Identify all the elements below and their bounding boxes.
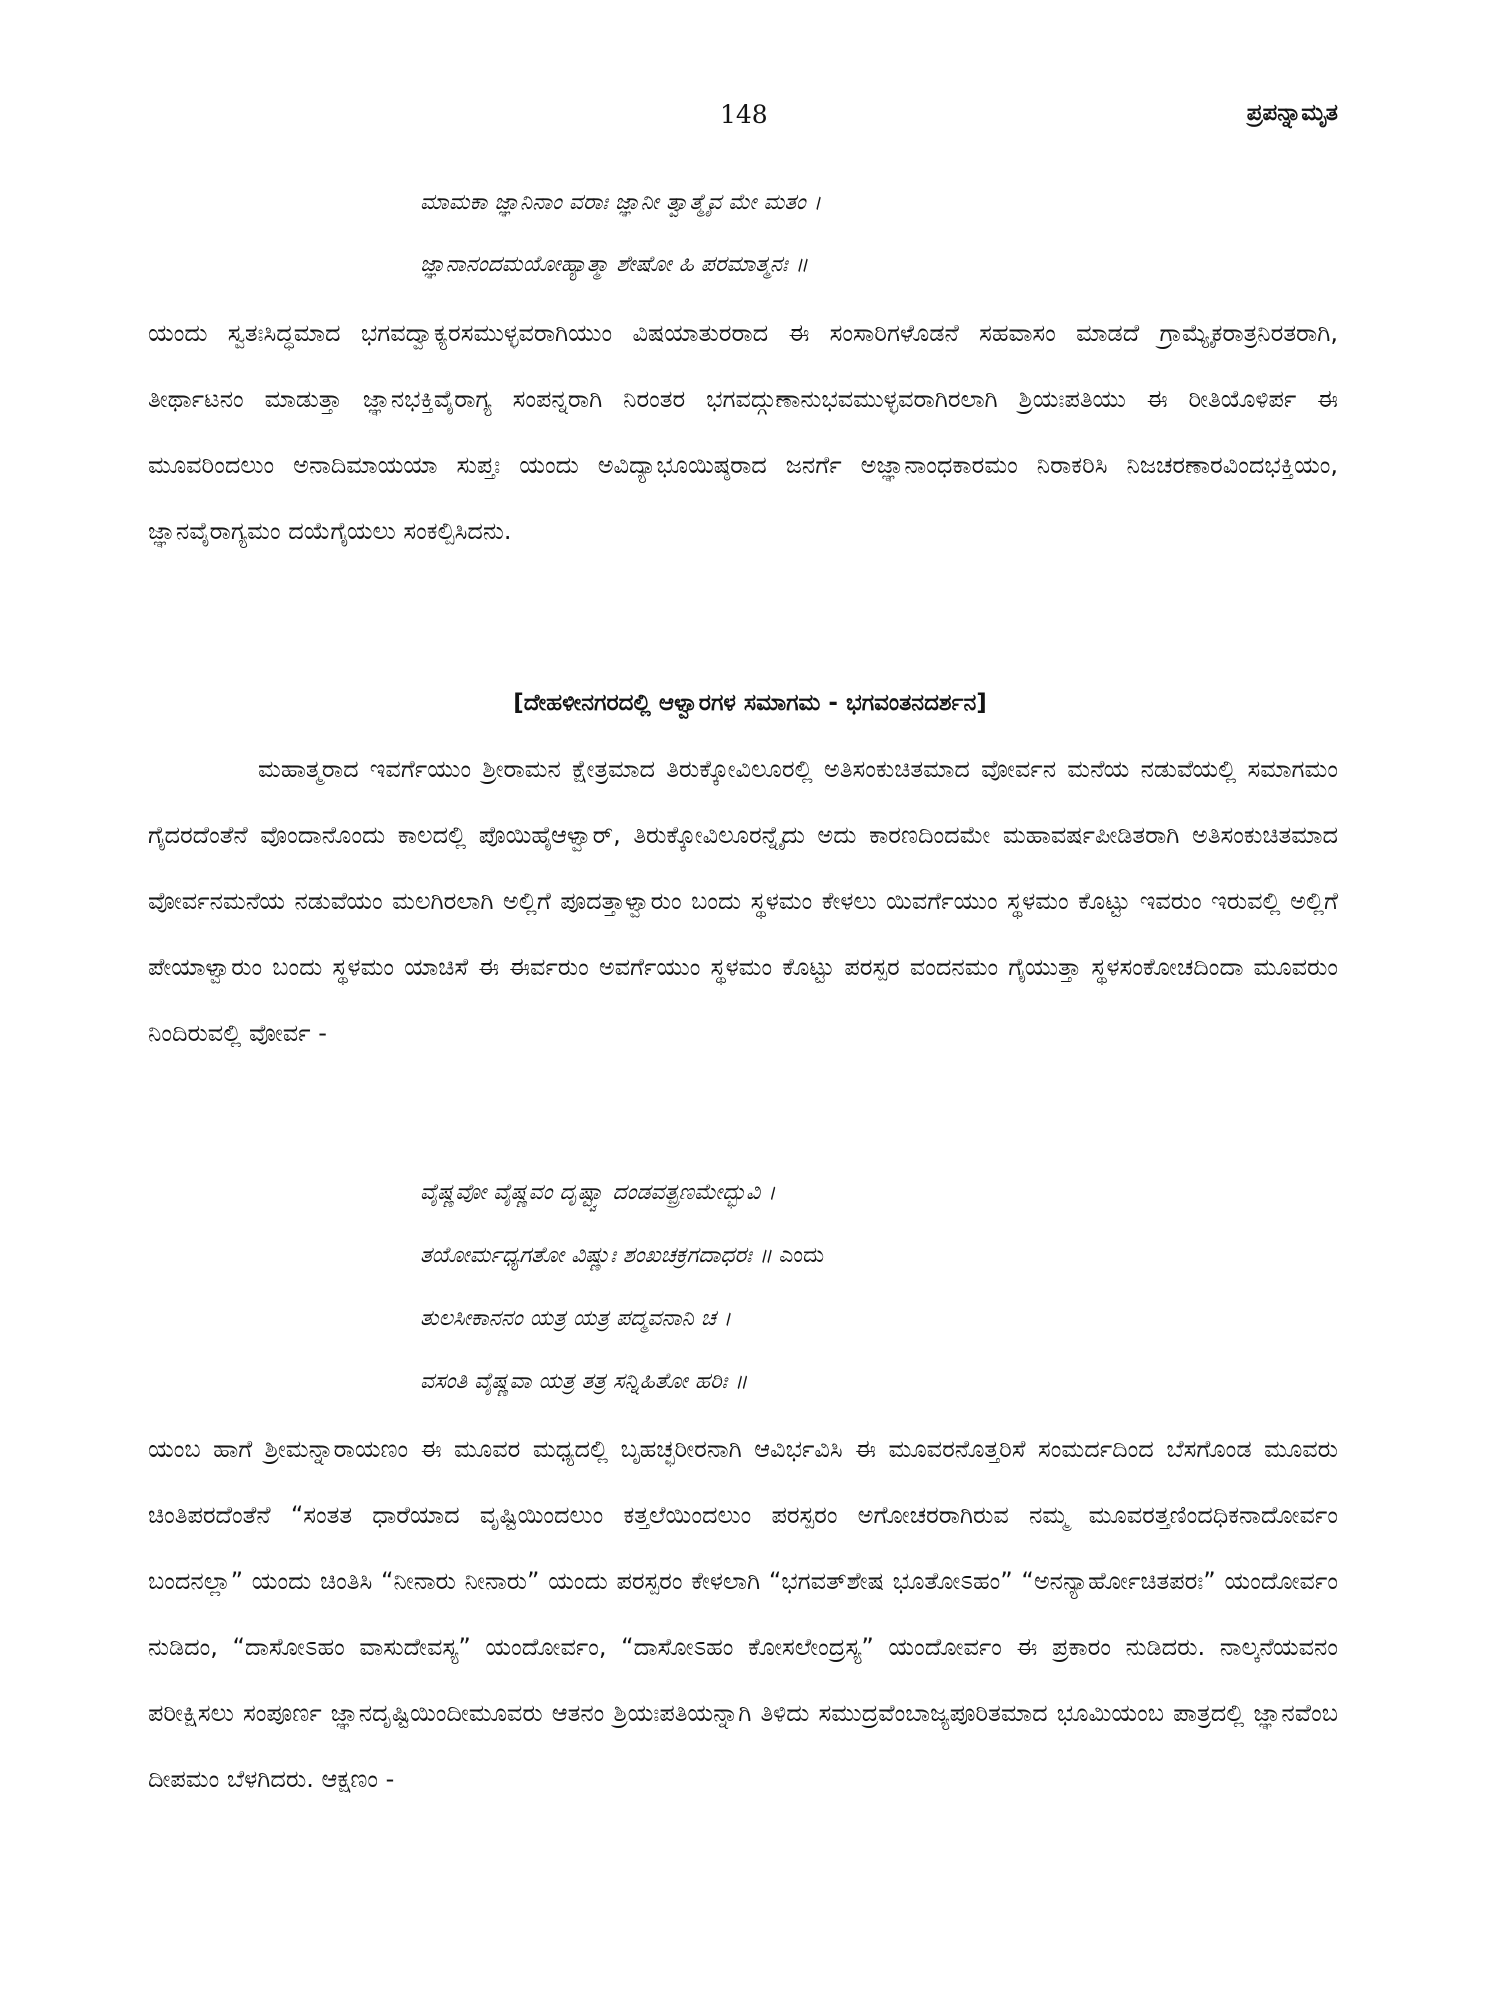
verse-text: ತಯೋರ್ಮಧ್ಯಗತೋ ವಿಷ್ಣುಃ ಶಂಖಚಕ್ರಗದಾಧರಃ ॥: [420, 1243, 773, 1268]
page-header: [0, 100, 1500, 140]
verse-line: ಜ್ಞಾನಾನಂದಮಯೋಹ್ಯಾತ್ಮಾ ಶೇಷೋ ಹಿ ಪರಮಾತ್ಮನಃ ॥: [420, 252, 809, 277]
verse-line: [420, 1243, 824, 1268]
verse-line: ವಸಂತಿ ವೈಷ್ಣವಾ ಯತ್ರ ತತ್ರ ಸನ್ನಿಹಿತೋ ಹರಿಃ ॥: [420, 1369, 748, 1394]
verse-line: ವೈಷ್ಣವೋ ವೈಷ್ಣವಂ ದೃಷ್ಟ್ವಾ ದಂಡವತ್ಪ್ರಣಮೇದ್ಭುವಿ ।: [420, 1180, 776, 1205]
paragraph-2: ಮಹಾತ್ಮರಾದ ಇವರ್ಗೆಯುಂ ಶ್ರೀರಾಮನ ಕ್ಷೇತ್ರಮಾದ ತಿರುಕ್ಕೋವಿಲೂರಲ್ಲಿ ಅತಿಸಂಕುಚಿತಮಾದ ವೋರ್ವನ ಮನೆಯ ನಡುವೆಯಲ್ಲಿ ಸಮಾಗಮಂ ಗೈದರದೆಂತೆನೆ ವೊಂದಾನೊಂದು ಕಾಲದಲ್ಲಿ ಪೊಯಿಹೈಆಳ್ವಾರ್, ತಿರುಕ್ಕೋವಿಲೂರನ್ನೈದು ಅದು ಕಾರಣದಿಂದಮೇ ಮಹಾವರ್ಷಪೀಡಿತರಾಗಿ ಅತಿಸಂಕುಚಿತಮಾದ ವೋರ್ವನಮನೆಯ ನಡುವೆಯಂ ಮಲಗಿರಲಾಗಿ ಅಲ್ಲಿಗೆ ಪೂದತ್ತಾಳ್ವಾರುಂ ಬಂದು ಸ್ಥಳಮಂ ಕೇಳಲು ಯಿವರ್ಗೆಯುಂ ಸ್ಥಳಮಂ ಕೊಟ್ಟು ಇವರುಂ ಇರುವಲ್ಲಿ ಅಲ್ಲಿಗೆ ಪೇಯಾಳ್ವಾರುಂ ಬಂದು ಸ್ಥಳಮಂ ಯಾಚಿಸೆ ಈ ಈರ್ವರುಂ ಅವರ್ಗೆಯುಂ ಸ್ಥಳಮಂ ಕೊಟ್ಟು ಪರಸ್ಪರ ವಂದನಮಂ ಗೈಯುತ್ತಾ ಸ್ಥಳಸಂಕೋಚದಿಂದಾ ಮೂವರುಂ ನಿಂದಿರುವಲ್ಲಿ ವೋರ್ವ -: [148, 755, 1338, 1047]
verse-suffix: ಎಂದು: [779, 1243, 825, 1268]
verse-line: ತುಲಸೀಕಾನನಂ ಯತ್ರ ಯತ್ರ ಪದ್ಮವನಾನಿ ಚ ।: [420, 1306, 732, 1331]
section-heading: [ದೇಹಳೀನಗರದಲ್ಲಿ ಆಳ್ವಾರಗಳ ಸಮಾಗಮ - ಭಗವಂತನದರ್ಶನ]: [513, 690, 987, 716]
page-number: 148: [720, 100, 768, 129]
paragraph-3: ಯಂಬ ಹಾಗೆ ಶ್ರೀಮನ್ನಾರಾಯಣಂ ಈ ಮೂವರ ಮಧ್ಯದಲ್ಲಿ ಬೃಹಚ್ಛರೀರನಾಗಿ ಆವಿರ್ಭವಿಸಿ ಈ ಮೂವರನೊತ್ತರಿಸೆ ಸಂಮರ್ದದಿಂದ ಬೆಸಗೊಂಡ ಮೂವರು ಚಿಂತಿಪರದೆಂತೆನೆ “ಸಂತತ ಧಾರೆಯಾದ ವೃಷ್ಟಿಯಿಂದಲುಂ ಕತ್ತಲೆಯಿಂದಲುಂ ಪರಸ್ಪರಂ ಅಗೋಚರರಾಗಿರುವ ನಮ್ಮ ಮೂವರತ್ತಣಿಂದಧಿಕನಾದೋರ್ವಂ ಬಂದನಲ್ಲಾ” ಯಂದು ಚಿಂತಿಸಿ “ನೀನಾರು ನೀನಾರು” ಯಂದು ಪರಸ್ಪರಂ ಕೇಳಲಾಗಿ “ಭಗವತ್‌ಶೇಷ ಭೂತೋಽಹಂ” “ಅನನ್ಯಾರ್ಹೋಚಿತಪರಃ” ಯಂದೋರ್ವಂ ನುಡಿದಂ, “ದಾಸೋಽಹಂ ವಾಸುದೇವಸ್ಯ” ಯಂದೋರ್ವಂ, “ದಾಸೋಽಹಂ ಕೋಸಲೇಂದ್ರಸ್ಯ” ಯಂದೋರ್ವಂ ಈ ಪ್ರಕಾರಂ ನುಡಿದರು. ನಾಲ್ಕನೆಯವನಂ ಪರೀಕ್ಷಿಸಲು ಸಂಪೂರ್ಣ ಜ್ಞಾನದೃಷ್ಟಿಯಿಂದೀಮೂವರು ಆತನಂ ಶ್ರಿಯಃಪತಿಯನ್ನಾಗಿ ತಿಳಿದು ಸಮುದ್ರವೆಂಬಾಜ್ಯಪೂರಿತಮಾದ ಭೂಮಿಯಂಬ ಪಾತ್ರದಲ್ಲಿ ಜ್ಞಾನವೆಂಬ ದೀಪಮಂ ಬೆಳಗಿದರು. ಆಕ್ಷಣಂ -: [148, 1435, 1338, 1793]
verse-line: ಮಾಮಕಾ ಜ್ಞಾನಿನಾಂ ವರಾಃ ಜ್ಞಾನೀ ತ್ವಾತ್ಮೈವ ಮೇ ಮತಂ ।: [420, 190, 822, 215]
running-title: ಪ್ರಪನ್ನಾಮೃತ: [1246, 100, 1338, 126]
paragraph-1: ಯಂದು ಸ್ವತಃಸಿದ್ಧಮಾದ ಭಗವದ್ವಾಕ್ಯರಸಮುಳ್ಳವರಾಗಿಯುಂ ವಿಷಯಾತುರರಾದ ಈ ಸಂಸಾರಿಗಳೊಡನೆ ಸಹವಾಸಂ ಮಾಡದೆ ಗ್ರಾಮ್ಯೈಕರಾತ್ರನಿರತರಾಗಿ, ತೀರ್ಥಾಟನಂ ಮಾಡುತ್ತಾ ಜ್ಞಾನಭಕ್ತಿವೈರಾಗ್ಯ ಸಂಪನ್ನರಾಗಿ ನಿರಂತರ ಭಗವದ್ಗುಣಾನುಭವಮುಳ್ಳವರಾಗಿರಲಾಗಿ ಶ್ರಿಯಃಪತಿಯು ಈ ರೀತಿಯೊಳಿರ್ಪ ಈ ಮೂವರಿಂದಲುಂ ಅನಾದಿಮಾಯಯಾ ಸುಪ್ತಃ ಯಂದು ಅವಿದ್ಯಾಭೂಯಿಷ್ಠರಾದ ಜನರ್ಗೆ ಅಜ್ಞಾನಾಂಧಕಾರಮಂ ನಿರಾಕರಿಸಿ ನಿಜಚರಣಾರವಿಂದಭಕ್ತಿಯಂ, ಜ್ಞಾನವೈರಾಗ್ಯಮಂ ದಯೆಗೈಯಲು ಸಂಕಲ್ಪಿಸಿದನು.: [148, 319, 1338, 545]
